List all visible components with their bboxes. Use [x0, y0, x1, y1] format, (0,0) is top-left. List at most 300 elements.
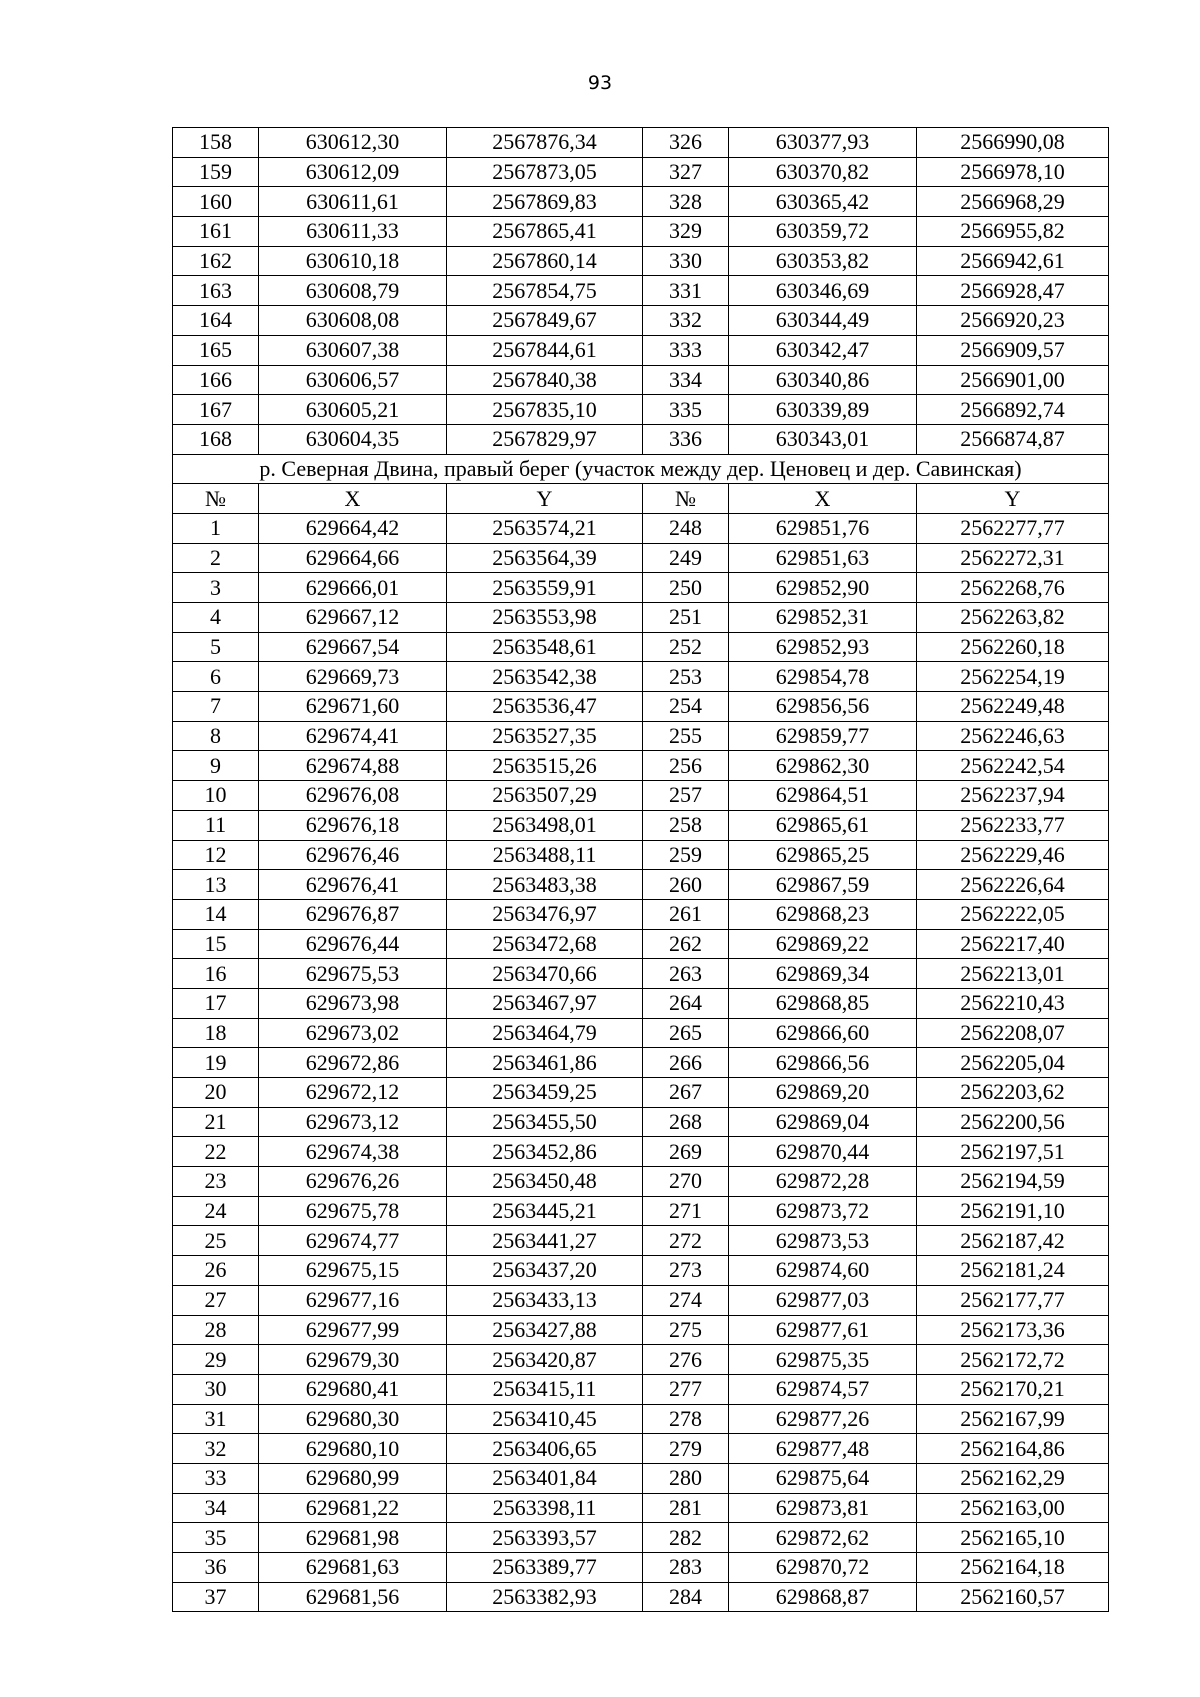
x-coordinate-cell: 629676,08: [259, 781, 447, 811]
x-coordinate-cell: 629676,18: [259, 810, 447, 840]
point-number-cell: 268: [643, 1107, 729, 1137]
y-coordinate-cell: 2567873,05: [447, 157, 643, 187]
y-coordinate-cell: 2562164,18: [917, 1553, 1109, 1583]
y-coordinate-cell: 2563507,29: [447, 781, 643, 811]
y-coordinate-cell: 2566968,29: [917, 187, 1109, 217]
table-row: [173, 1315, 1109, 1345]
x-coordinate-cell: 629677,16: [259, 1285, 447, 1315]
x-coordinate-cell: 629672,12: [259, 1078, 447, 1108]
y-coordinate-cell: 2562222,05: [917, 899, 1109, 929]
y-coordinate-cell: 2566892,74: [917, 395, 1109, 425]
point-number-cell: 1: [173, 513, 259, 543]
table-row: [173, 1048, 1109, 1078]
x-coordinate-cell: 630342,47: [729, 335, 917, 365]
point-number-cell: 7: [173, 692, 259, 722]
table-row: [173, 276, 1109, 306]
header-cell-y: Y: [447, 484, 643, 514]
point-number-cell: 259: [643, 840, 729, 870]
table-row: [173, 1285, 1109, 1315]
y-coordinate-cell: 2562263,82: [917, 603, 1109, 633]
table-row: [173, 810, 1109, 840]
x-coordinate-cell: 630608,79: [259, 276, 447, 306]
point-number-cell: 168: [173, 424, 259, 454]
x-coordinate-cell: 630339,89: [729, 395, 917, 425]
point-number-cell: 159: [173, 157, 259, 187]
y-coordinate-cell: 2562197,51: [917, 1137, 1109, 1167]
point-number-cell: 2: [173, 543, 259, 573]
table-row: [173, 157, 1109, 187]
y-coordinate-cell: 2566874,87: [917, 424, 1109, 454]
table-row: [173, 1374, 1109, 1404]
y-coordinate-cell: 2566920,23: [917, 306, 1109, 336]
y-coordinate-cell: 2562277,77: [917, 513, 1109, 543]
x-coordinate-cell: 629854,78: [729, 662, 917, 692]
point-number-cell: 160: [173, 187, 259, 217]
x-coordinate-cell: 629865,61: [729, 810, 917, 840]
table-row: [173, 781, 1109, 811]
point-number-cell: 252: [643, 632, 729, 662]
point-number-cell: 5: [173, 632, 259, 662]
point-number-cell: 264: [643, 988, 729, 1018]
y-coordinate-cell: 2566942,61: [917, 246, 1109, 276]
point-number-cell: 253: [643, 662, 729, 692]
table-row: [173, 513, 1109, 543]
table-row: [173, 1256, 1109, 1286]
point-number-cell: 18: [173, 1018, 259, 1048]
x-coordinate-cell: 629874,60: [729, 1256, 917, 1286]
y-coordinate-cell: 2562162,29: [917, 1463, 1109, 1493]
table-row: [173, 1107, 1109, 1137]
x-coordinate-cell: 629676,41: [259, 870, 447, 900]
point-number-cell: 15: [173, 929, 259, 959]
header-cell-number: №: [643, 484, 729, 514]
point-number-cell: 248: [643, 513, 729, 543]
y-coordinate-cell: 2563459,25: [447, 1078, 643, 1108]
y-coordinate-cell: 2563393,57: [447, 1523, 643, 1553]
x-coordinate-cell: 630604,35: [259, 424, 447, 454]
y-coordinate-cell: 2563398,11: [447, 1493, 643, 1523]
x-coordinate-cell: 629664,42: [259, 513, 447, 543]
y-coordinate-cell: 2562205,04: [917, 1048, 1109, 1078]
x-coordinate-cell: 629676,26: [259, 1167, 447, 1197]
x-coordinate-cell: 629664,66: [259, 543, 447, 573]
x-coordinate-cell: 629671,60: [259, 692, 447, 722]
point-number-cell: 335: [643, 395, 729, 425]
y-coordinate-cell: 2567829,97: [447, 424, 643, 454]
table-row: [173, 1553, 1109, 1583]
y-coordinate-cell: 2562164,86: [917, 1434, 1109, 1464]
y-coordinate-cell: 2563389,77: [447, 1553, 643, 1583]
y-coordinate-cell: 2563476,97: [447, 899, 643, 929]
x-coordinate-cell: 629669,73: [259, 662, 447, 692]
x-coordinate-cell: 629867,59: [729, 870, 917, 900]
y-coordinate-cell: 2566978,10: [917, 157, 1109, 187]
y-coordinate-cell: 2562260,18: [917, 632, 1109, 662]
y-coordinate-cell: 2563464,79: [447, 1018, 643, 1048]
y-coordinate-cell: 2567869,83: [447, 187, 643, 217]
y-coordinate-cell: 2566909,57: [917, 335, 1109, 365]
point-number-cell: 277: [643, 1374, 729, 1404]
x-coordinate-cell: 630606,57: [259, 365, 447, 395]
y-coordinate-cell: 2562163,00: [917, 1493, 1109, 1523]
x-coordinate-cell: 629667,54: [259, 632, 447, 662]
point-number-cell: 328: [643, 187, 729, 217]
y-coordinate-cell: 2562217,40: [917, 929, 1109, 959]
point-number-cell: 250: [643, 573, 729, 603]
table-row: [173, 1078, 1109, 1108]
x-coordinate-cell: 629675,15: [259, 1256, 447, 1286]
y-coordinate-cell: 2563483,38: [447, 870, 643, 900]
point-number-cell: 257: [643, 781, 729, 811]
x-coordinate-cell: 629874,57: [729, 1374, 917, 1404]
x-coordinate-cell: 629877,03: [729, 1285, 917, 1315]
page-number: 93: [587, 72, 613, 94]
y-coordinate-cell: 2566928,47: [917, 276, 1109, 306]
y-coordinate-cell: 2562203,62: [917, 1078, 1109, 1108]
y-coordinate-cell: 2563437,20: [447, 1256, 643, 1286]
point-number-cell: 263: [643, 959, 729, 989]
point-number-cell: 332: [643, 306, 729, 336]
y-coordinate-cell: 2567835,10: [447, 395, 643, 425]
x-coordinate-cell: 629674,77: [259, 1226, 447, 1256]
x-coordinate-cell: 630343,01: [729, 424, 917, 454]
point-number-cell: 282: [643, 1523, 729, 1553]
y-coordinate-cell: 2563542,38: [447, 662, 643, 692]
y-coordinate-cell: 2562172,72: [917, 1345, 1109, 1375]
y-coordinate-cell: 2563410,45: [447, 1404, 643, 1434]
point-number-cell: 16: [173, 959, 259, 989]
point-number-cell: 283: [643, 1553, 729, 1583]
table-row: [173, 1196, 1109, 1226]
x-coordinate-cell: 629676,44: [259, 929, 447, 959]
point-number-cell: 34: [173, 1493, 259, 1523]
table-row: [173, 662, 1109, 692]
point-number-cell: 279: [643, 1434, 729, 1464]
table-row: [173, 603, 1109, 633]
y-coordinate-cell: 2562233,77: [917, 810, 1109, 840]
x-coordinate-cell: 629877,61: [729, 1315, 917, 1345]
x-coordinate-cell: 629872,62: [729, 1523, 917, 1553]
y-coordinate-cell: 2563461,86: [447, 1048, 643, 1078]
point-number-cell: 30: [173, 1374, 259, 1404]
point-number-cell: 25: [173, 1226, 259, 1256]
y-coordinate-cell: 2563536,47: [447, 692, 643, 722]
table-row: [173, 751, 1109, 781]
x-coordinate-cell: 629865,25: [729, 840, 917, 870]
y-coordinate-cell: 2563472,68: [447, 929, 643, 959]
y-coordinate-cell: 2562213,01: [917, 959, 1109, 989]
x-coordinate-cell: 630377,93: [729, 128, 917, 158]
x-coordinate-cell: 629676,87: [259, 899, 447, 929]
bottom-rows: [173, 513, 1109, 1611]
x-coordinate-cell: 629866,56: [729, 1048, 917, 1078]
x-coordinate-cell: 629877,26: [729, 1404, 917, 1434]
x-coordinate-cell: 630605,21: [259, 395, 447, 425]
x-coordinate-cell: 630365,42: [729, 187, 917, 217]
y-coordinate-cell: 2562200,56: [917, 1107, 1109, 1137]
y-coordinate-cell: 2566901,00: [917, 365, 1109, 395]
header-cell-x: X: [259, 484, 447, 514]
top-rows: [173, 128, 1109, 455]
x-coordinate-cell: 629673,98: [259, 988, 447, 1018]
x-coordinate-cell: 629873,81: [729, 1493, 917, 1523]
point-number-cell: 276: [643, 1345, 729, 1375]
x-coordinate-cell: 629862,30: [729, 751, 917, 781]
y-coordinate-cell: 2563527,35: [447, 721, 643, 751]
table-row: [173, 1345, 1109, 1375]
table-row: [173, 840, 1109, 870]
x-coordinate-cell: 629677,99: [259, 1315, 447, 1345]
table-row: [173, 721, 1109, 751]
table-row: [173, 988, 1109, 1018]
point-number-cell: 166: [173, 365, 259, 395]
y-coordinate-cell: 2562167,99: [917, 1404, 1109, 1434]
x-coordinate-cell: 629680,41: [259, 1374, 447, 1404]
point-number-cell: 27: [173, 1285, 259, 1315]
y-coordinate-cell: 2562249,48: [917, 692, 1109, 722]
point-number-cell: 20: [173, 1078, 259, 1108]
x-coordinate-cell: 629675,53: [259, 959, 447, 989]
x-coordinate-cell: 629852,90: [729, 573, 917, 603]
y-coordinate-cell: 2562194,59: [917, 1167, 1109, 1197]
x-coordinate-cell: 629851,76: [729, 513, 917, 543]
point-number-cell: 274: [643, 1285, 729, 1315]
x-coordinate-cell: 629859,77: [729, 721, 917, 751]
point-number-cell: 333: [643, 335, 729, 365]
point-number-cell: 161: [173, 217, 259, 247]
y-coordinate-cell: 2562173,36: [917, 1315, 1109, 1345]
x-coordinate-cell: 630612,30: [259, 128, 447, 158]
x-coordinate-cell: 629873,53: [729, 1226, 917, 1256]
point-number-cell: 271: [643, 1196, 729, 1226]
y-coordinate-cell: 2563445,21: [447, 1196, 643, 1226]
table-row: [173, 1434, 1109, 1464]
x-coordinate-cell: 629674,38: [259, 1137, 447, 1167]
point-number-cell: 270: [643, 1167, 729, 1197]
point-number-cell: 278: [643, 1404, 729, 1434]
y-coordinate-cell: 2562242,54: [917, 751, 1109, 781]
y-coordinate-cell: 2567876,34: [447, 128, 643, 158]
y-coordinate-cell: 2563488,11: [447, 840, 643, 870]
table-row: [173, 543, 1109, 573]
point-number-cell: 36: [173, 1553, 259, 1583]
y-coordinate-cell: 2563401,84: [447, 1463, 643, 1493]
point-number-cell: 21: [173, 1107, 259, 1137]
point-number-cell: 14: [173, 899, 259, 929]
x-coordinate-cell: 630340,86: [729, 365, 917, 395]
point-number-cell: 23: [173, 1167, 259, 1197]
y-coordinate-cell: 2563452,86: [447, 1137, 643, 1167]
table-row: [173, 929, 1109, 959]
y-coordinate-cell: 2562191,10: [917, 1196, 1109, 1226]
point-number-cell: 256: [643, 751, 729, 781]
point-number-cell: 4: [173, 603, 259, 633]
y-coordinate-cell: 2562246,63: [917, 721, 1109, 751]
table-row: [173, 1523, 1109, 1553]
point-number-cell: 19: [173, 1048, 259, 1078]
x-coordinate-cell: 630359,72: [729, 217, 917, 247]
point-number-cell: 164: [173, 306, 259, 336]
point-number-cell: 273: [643, 1256, 729, 1286]
x-coordinate-cell: 629681,98: [259, 1523, 447, 1553]
point-number-cell: 10: [173, 781, 259, 811]
point-number-cell: 167: [173, 395, 259, 425]
x-coordinate-cell: 630611,61: [259, 187, 447, 217]
table-row: [173, 365, 1109, 395]
point-number-cell: 163: [173, 276, 259, 306]
x-coordinate-cell: 629681,63: [259, 1553, 447, 1583]
table-row: [173, 424, 1109, 454]
x-coordinate-cell: 629672,86: [259, 1048, 447, 1078]
x-coordinate-cell: 629866,60: [729, 1018, 917, 1048]
table-row: [173, 870, 1109, 900]
y-coordinate-cell: 2563559,91: [447, 573, 643, 603]
x-coordinate-cell: 629674,41: [259, 721, 447, 751]
point-number-cell: 8: [173, 721, 259, 751]
table-row: [173, 1463, 1109, 1493]
y-coordinate-cell: 2563455,50: [447, 1107, 643, 1137]
table-row: [173, 1493, 1109, 1523]
table-row: [173, 632, 1109, 662]
point-number-cell: 32: [173, 1434, 259, 1464]
y-coordinate-cell: 2563498,01: [447, 810, 643, 840]
point-number-cell: 258: [643, 810, 729, 840]
x-coordinate-cell: 629875,64: [729, 1463, 917, 1493]
y-coordinate-cell: 2563382,93: [447, 1582, 643, 1612]
y-coordinate-cell: 2562165,10: [917, 1523, 1109, 1553]
y-coordinate-cell: 2562210,43: [917, 988, 1109, 1018]
point-number-cell: 28: [173, 1315, 259, 1345]
section-title-row: [173, 454, 1109, 484]
point-number-cell: 261: [643, 899, 729, 929]
x-coordinate-cell: 629681,22: [259, 1493, 447, 1523]
point-number-cell: 334: [643, 365, 729, 395]
table-row: [173, 899, 1109, 929]
y-coordinate-cell: 2563415,11: [447, 1374, 643, 1404]
x-coordinate-cell: 629873,72: [729, 1196, 917, 1226]
y-coordinate-cell: 2563406,65: [447, 1434, 643, 1464]
x-coordinate-cell: 629869,04: [729, 1107, 917, 1137]
x-coordinate-cell: 629679,30: [259, 1345, 447, 1375]
point-number-cell: 6: [173, 662, 259, 692]
point-number-cell: 35: [173, 1523, 259, 1553]
x-coordinate-cell: 629868,87: [729, 1582, 917, 1612]
x-coordinate-cell: 629680,10: [259, 1434, 447, 1464]
y-coordinate-cell: 2563564,39: [447, 543, 643, 573]
table-row: [173, 1404, 1109, 1434]
y-coordinate-cell: 2563553,98: [447, 603, 643, 633]
point-number-cell: 31: [173, 1404, 259, 1434]
x-coordinate-cell: 629676,46: [259, 840, 447, 870]
table-row: [173, 395, 1109, 425]
point-number-cell: 24: [173, 1196, 259, 1226]
x-coordinate-cell: 629666,01: [259, 573, 447, 603]
y-coordinate-cell: 2562229,46: [917, 840, 1109, 870]
y-coordinate-cell: 2563574,21: [447, 513, 643, 543]
point-number-cell: 267: [643, 1078, 729, 1108]
x-coordinate-cell: 630344,49: [729, 306, 917, 336]
point-number-cell: 284: [643, 1582, 729, 1612]
point-number-cell: 29: [173, 1345, 259, 1375]
y-coordinate-cell: 2562254,19: [917, 662, 1109, 692]
y-coordinate-cell: 2567844,61: [447, 335, 643, 365]
y-coordinate-cell: 2562170,21: [917, 1374, 1109, 1404]
point-number-cell: 265: [643, 1018, 729, 1048]
header-row: [173, 484, 1109, 514]
table-row: [173, 1226, 1109, 1256]
section-title: р. Северная Двина, правый берег (участок между дер. Ценовец и дер. Савинская): [173, 454, 1109, 484]
point-number-cell: 158: [173, 128, 259, 158]
point-number-cell: 266: [643, 1048, 729, 1078]
y-coordinate-cell: 2562237,94: [917, 781, 1109, 811]
table-row: [173, 128, 1109, 158]
point-number-cell: 262: [643, 929, 729, 959]
point-number-cell: 275: [643, 1315, 729, 1345]
point-number-cell: 326: [643, 128, 729, 158]
y-coordinate-cell: 2563467,97: [447, 988, 643, 1018]
x-coordinate-cell: 629877,48: [729, 1434, 917, 1464]
x-coordinate-cell: 630608,08: [259, 306, 447, 336]
x-coordinate-cell: 629680,99: [259, 1463, 447, 1493]
point-number-cell: 162: [173, 246, 259, 276]
point-number-cell: 254: [643, 692, 729, 722]
y-coordinate-cell: 2567860,14: [447, 246, 643, 276]
y-coordinate-cell: 2562272,31: [917, 543, 1109, 573]
x-coordinate-cell: 629851,63: [729, 543, 917, 573]
x-coordinate-cell: 629870,72: [729, 1553, 917, 1583]
table-row: [173, 335, 1109, 365]
point-number-cell: 327: [643, 157, 729, 187]
table-row: [173, 1137, 1109, 1167]
point-number-cell: 272: [643, 1226, 729, 1256]
y-coordinate-cell: 2562226,64: [917, 870, 1109, 900]
x-coordinate-cell: 630370,82: [729, 157, 917, 187]
section-block: [173, 454, 1109, 513]
table-row: [173, 692, 1109, 722]
y-coordinate-cell: 2566990,08: [917, 128, 1109, 158]
table-row: [173, 959, 1109, 989]
y-coordinate-cell: 2562187,42: [917, 1226, 1109, 1256]
header-cell-x: X: [729, 484, 917, 514]
point-number-cell: 280: [643, 1463, 729, 1493]
y-coordinate-cell: 2563427,88: [447, 1315, 643, 1345]
y-coordinate-cell: 2563420,87: [447, 1345, 643, 1375]
point-number-cell: 37: [173, 1582, 259, 1612]
y-coordinate-cell: 2563515,26: [447, 751, 643, 781]
point-number-cell: 269: [643, 1137, 729, 1167]
table-row: [173, 1582, 1109, 1612]
point-number-cell: 255: [643, 721, 729, 751]
y-coordinate-cell: 2562268,76: [917, 573, 1109, 603]
table-row: [173, 573, 1109, 603]
point-number-cell: 249: [643, 543, 729, 573]
point-number-cell: 336: [643, 424, 729, 454]
table-row: [173, 1018, 1109, 1048]
x-coordinate-cell: 629675,78: [259, 1196, 447, 1226]
y-coordinate-cell: 2563450,48: [447, 1167, 643, 1197]
y-coordinate-cell: 2566955,82: [917, 217, 1109, 247]
y-coordinate-cell: 2563433,13: [447, 1285, 643, 1315]
x-coordinate-cell: 629667,12: [259, 603, 447, 633]
x-coordinate-cell: 630611,33: [259, 217, 447, 247]
y-coordinate-cell: 2562160,57: [917, 1582, 1109, 1612]
point-number-cell: 330: [643, 246, 729, 276]
x-coordinate-cell: 629852,93: [729, 632, 917, 662]
coordinates-table: [172, 127, 1109, 1612]
x-coordinate-cell: 629673,12: [259, 1107, 447, 1137]
x-coordinate-cell: 629856,56: [729, 692, 917, 722]
x-coordinate-cell: 629673,02: [259, 1018, 447, 1048]
